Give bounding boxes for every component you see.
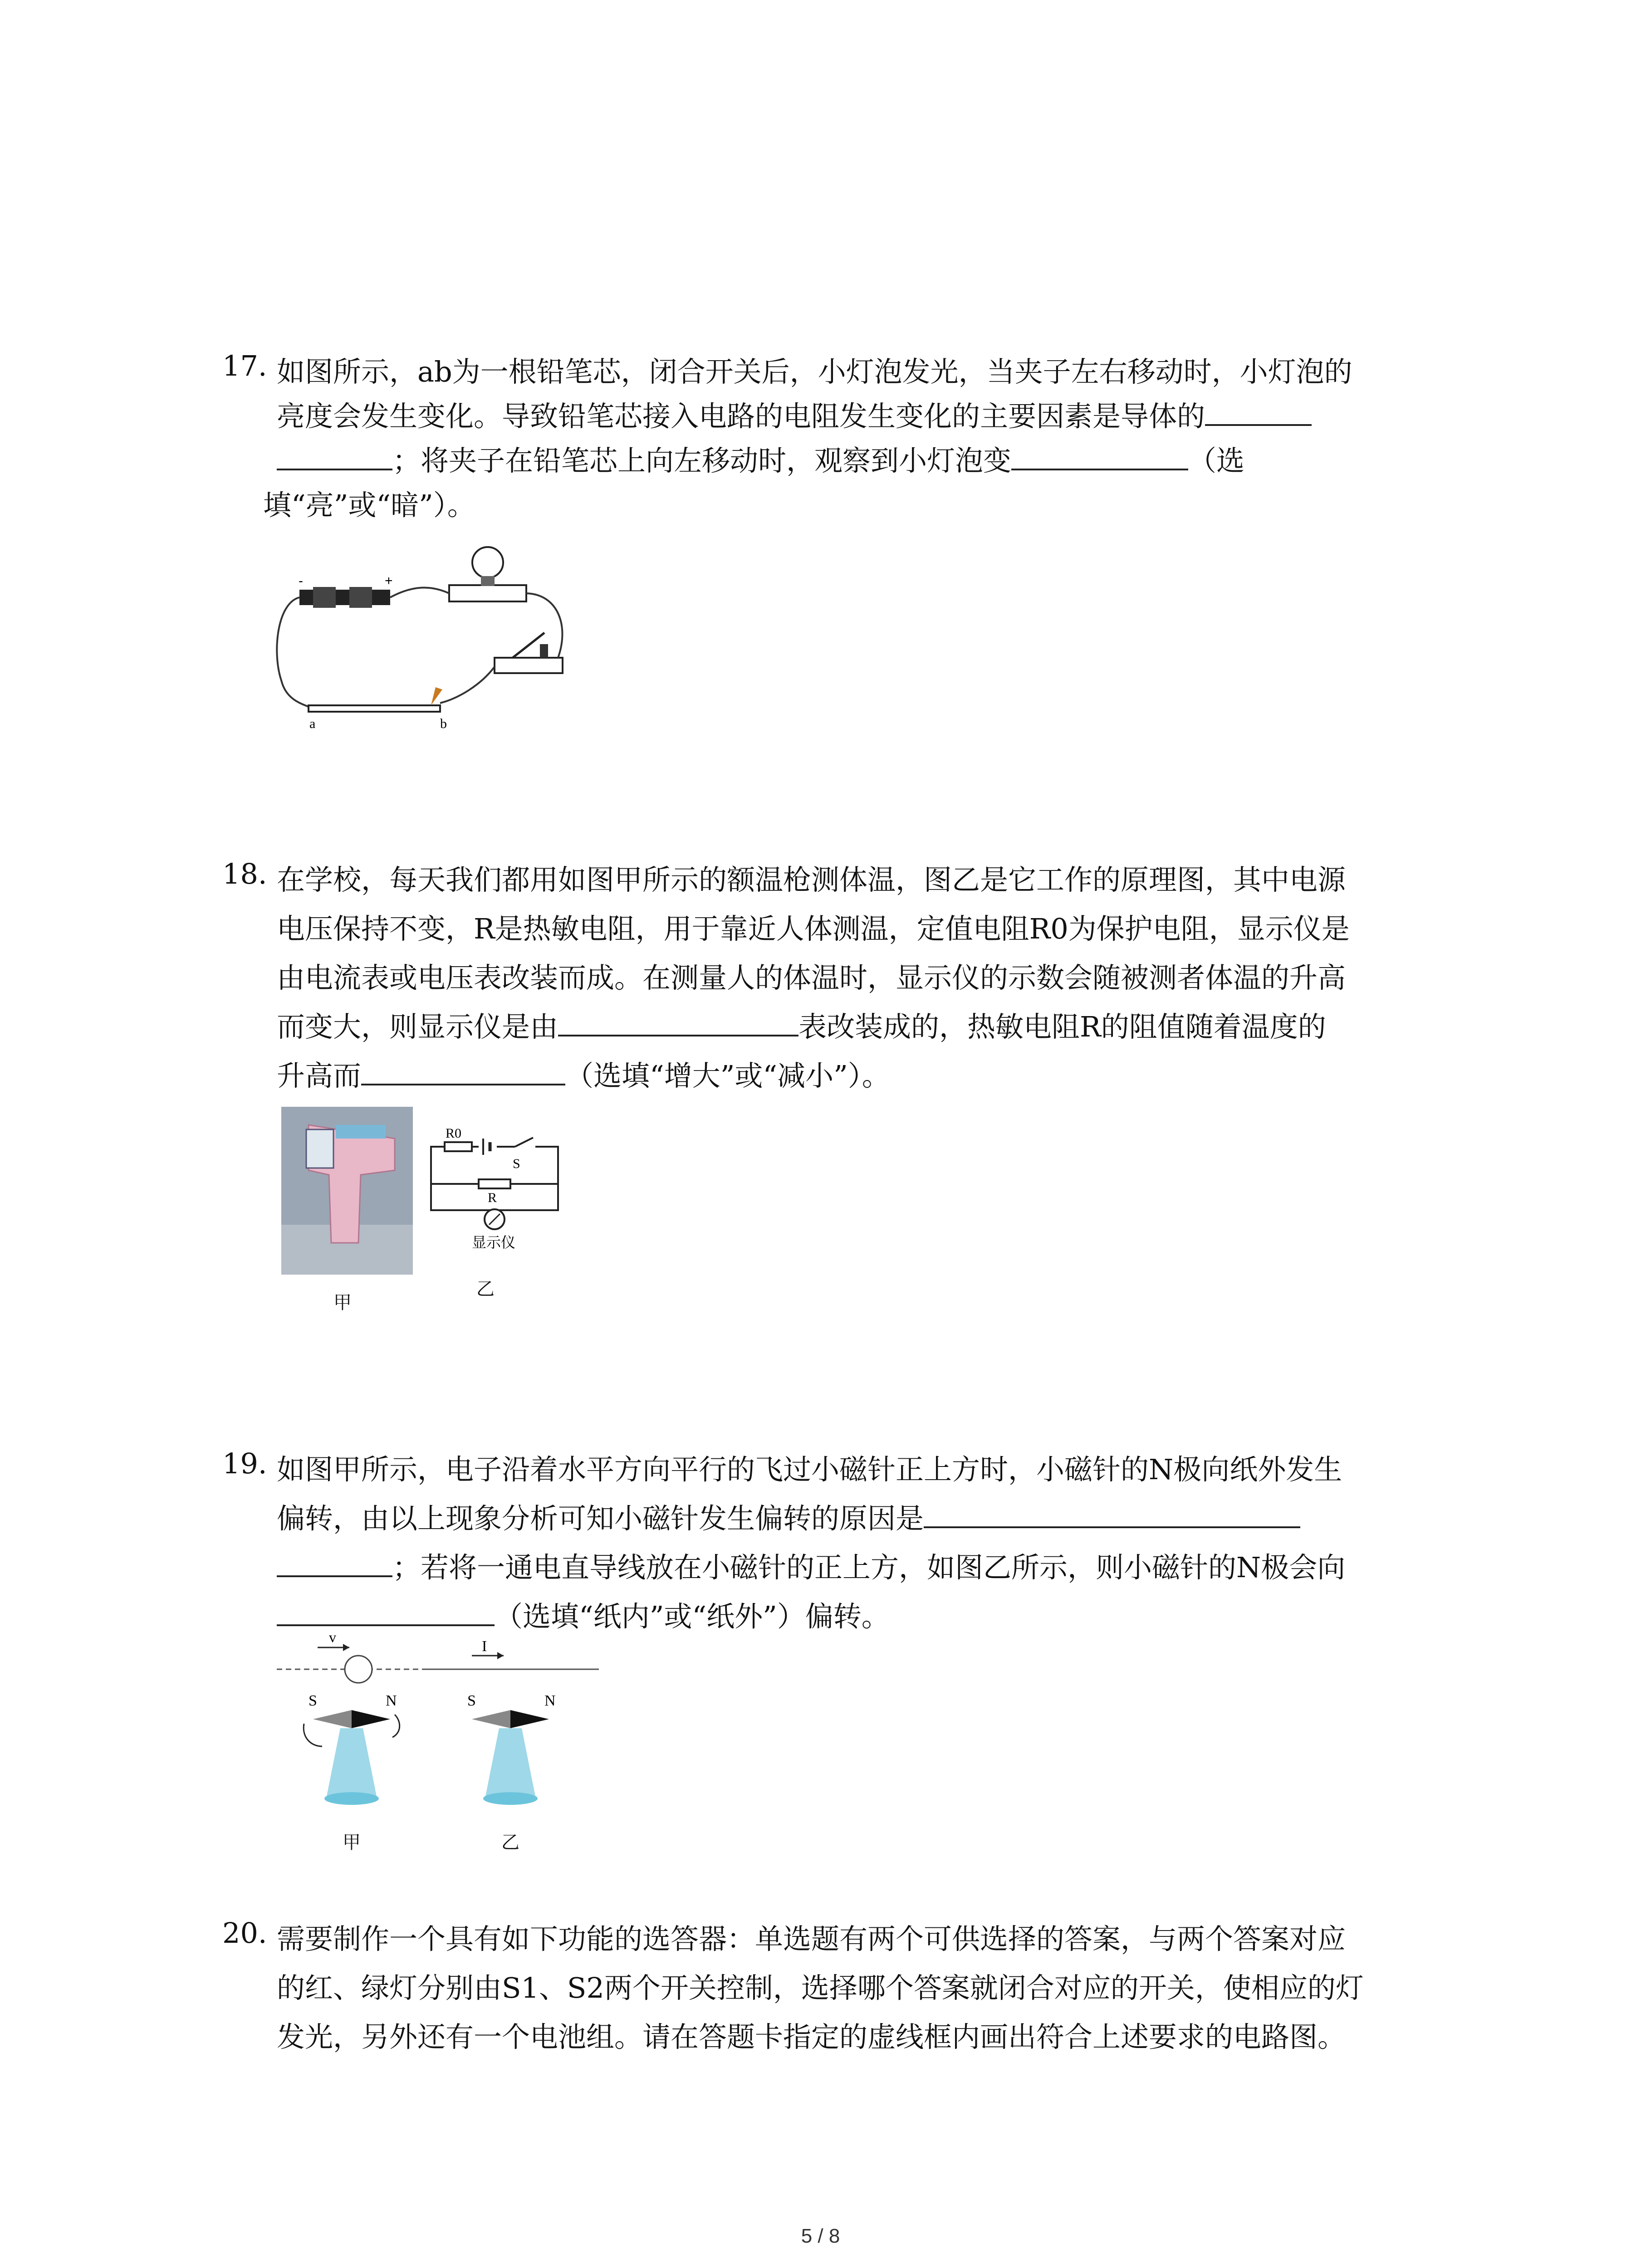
answer-blank[interactable] (277, 468, 392, 470)
switch-label: S (513, 1156, 520, 1171)
battery-plus-label: + (385, 573, 393, 588)
figure-label-jia: 甲 (343, 1832, 361, 1853)
answer-blank[interactable] (361, 1083, 565, 1085)
bulb-icon (472, 547, 503, 578)
r0-label: R0 (446, 1126, 462, 1141)
battery-minus-label: - (299, 573, 303, 588)
thermometer-gun-photo (281, 1107, 413, 1275)
figure-label-jia: 甲 (333, 1292, 352, 1313)
north-label: N (386, 1692, 397, 1709)
answer-blank[interactable] (1011, 468, 1188, 470)
answer-blank[interactable] (924, 1526, 1300, 1528)
question-text: 填“亮”或“暗”）。 (263, 489, 475, 522)
r-label: R (488, 1190, 497, 1205)
switch-base (495, 658, 563, 673)
question-text: ；若将一通电直导线放在小磁针的正上方，如图乙所示，则小磁针的N极会向 (277, 1545, 1345, 1585)
magnetic-needle-figure (272, 1624, 603, 1860)
question-text: 如图甲所示，电子沿着水平方向平行的飞过小磁针正上方时，小磁针的N极向纸外发生 (277, 1453, 1342, 1486)
end-b-label: b (440, 716, 447, 731)
south-label: S (309, 1692, 317, 1709)
pencil-lead-circuit-figure (268, 535, 576, 735)
rotation-arrow-icon (304, 1724, 322, 1746)
question-text: 偏转，由以上现象分析可知小磁针发生偏转的原因是 (277, 1496, 1300, 1536)
velocity-label: v (329, 1629, 336, 1645)
compass-needle-icon (313, 1710, 352, 1728)
end-a-label: a (309, 716, 316, 731)
answer-blank[interactable] (558, 1034, 798, 1036)
question-text: 升高而 （选填“增大”或“减小”）。 (277, 1059, 890, 1092)
question-number: 20. (222, 1916, 267, 1950)
question-number: 19. (222, 1447, 267, 1480)
answer-blank[interactable] (1205, 424, 1312, 426)
electron-icon (345, 1656, 372, 1683)
question-text: 电压保持不变，R是热敏电阻，用于靠近人体测温，定值电阻R0为保护电阻，显示仪是 (277, 912, 1350, 945)
display-label: 显示仪 (472, 1234, 516, 1251)
question-text: 需要制作一个具有如下功能的选答器：单选题有两个可供选择的答案，与两个答案对应 (277, 1922, 1346, 1955)
answer-blank[interactable] (277, 1575, 392, 1577)
question-text: 如图所示，ab为一根铅笔芯，闭合开关后，小灯泡发光，当夹子左右移动时，小灯泡的 (277, 355, 1352, 388)
question-text: 在学校，每天我们都用如图甲所示的额温枪测体温，图乙是它工作的原理图，其中电源 (277, 863, 1346, 896)
question-text: 而变大，则显示仪是由 表改装成的，热敏电阻R的阻值随着温度的 (277, 1010, 1326, 1043)
question-text: 亮度会发生变化。导致铅笔芯接入电路的电阻发生变化的主要因素是导体的 (277, 394, 1312, 434)
north-label: N (544, 1692, 556, 1709)
thermometer-circuit-diagram (422, 1125, 567, 1279)
pencil-lead (309, 705, 440, 712)
south-label: S (467, 1692, 476, 1709)
question-number: 18. (222, 857, 267, 890)
bulb-base (449, 585, 526, 601)
current-label: I (482, 1638, 487, 1655)
question-text: 发光，另外还有一个电池组。请在答题卡指定的虚线框内画出符合上述要求的电路图。 (277, 2020, 1346, 2053)
figure-label-yi: 乙 (501, 1832, 519, 1853)
page-number: 5 / 8 (801, 2225, 840, 2247)
question-text: 由电流表或电压表改装而成。在测量人的体温时，显示仪的示数会随被测者体温的升高 (277, 961, 1346, 994)
compass-needle-icon (472, 1710, 510, 1728)
question-text: ；将夹子在铅笔芯上向左移动时，观察到小灯泡变 （选 (277, 438, 1244, 479)
figure-label-yi: 乙 (476, 1279, 495, 1300)
question-text: 的红、绿灯分别由S1、S2两个开关控制，选择哪个答案就闭合对应的开关，使相应的灯 (277, 1971, 1364, 2004)
question-number: 17. (222, 349, 267, 382)
question-text: （选填“纸内”或“纸外”）偏转。 (277, 1594, 890, 1634)
